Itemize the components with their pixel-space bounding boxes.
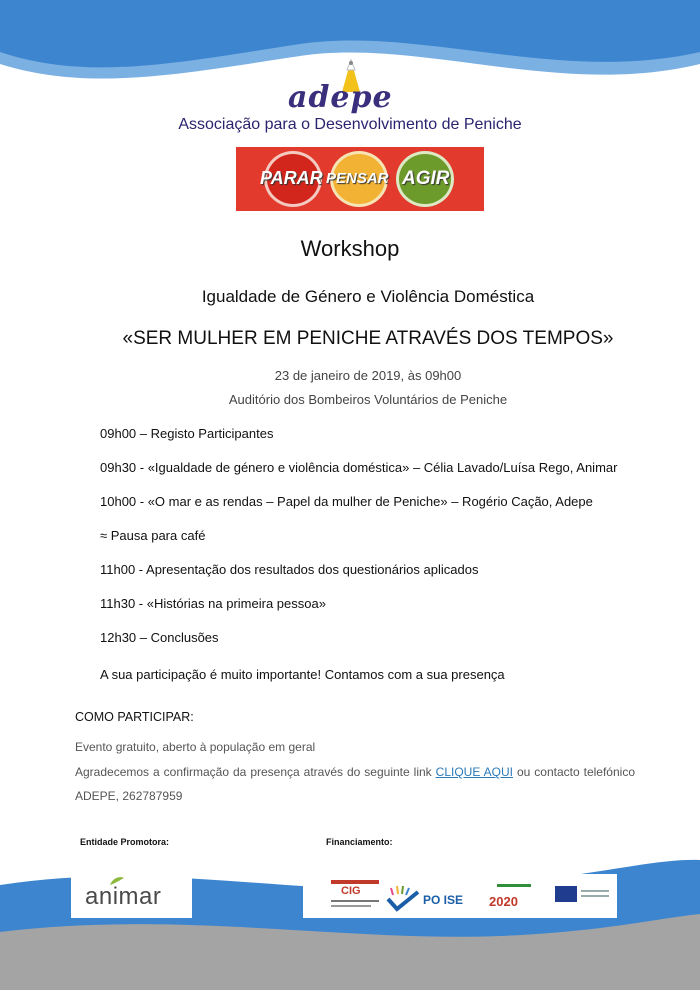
program-list	[100, 426, 660, 664]
closing-message: A sua participação é muito importante! Contamos com a sua presença	[100, 667, 505, 682]
poise-wordmark: PO ISE	[423, 893, 464, 907]
eu-caption-line	[581, 890, 609, 892]
event-type-heading: Workshop	[300, 236, 400, 261]
register-link[interactable]: CLIQUE AQUI	[435, 765, 513, 779]
confirmation-text	[75, 765, 635, 779]
event-date: 23 de janeiro de 2019, às 09h00	[274, 368, 462, 383]
campaign-word-parar: PARAR	[260, 168, 323, 188]
program-item: 11h30 - «Histórias na primeira pessoa»	[100, 596, 326, 611]
event-theme: Igualdade de Género e Violência Doméstica	[201, 287, 535, 306]
eu-fund-logo	[555, 886, 611, 906]
portugal-2020-stripe	[497, 884, 531, 887]
cig-subtext-line	[331, 900, 379, 902]
program-item: 09h30 - «Igualdade de género e violência doméstica» – Célia Lavado/Luísa Rego, Animar	[100, 460, 618, 475]
cig-wordmark: CIG	[341, 885, 361, 897]
cig-bar	[331, 880, 379, 884]
program-item: 11h00 - Apresentação dos resultados dos questionários aplicados	[100, 562, 479, 577]
eu-flag-icon	[555, 886, 577, 902]
contact-phone: ADEPE, 262787959	[75, 789, 183, 803]
animar-wordmark: animar	[85, 883, 162, 910]
promoter-label: Entidade Promotora:	[80, 837, 170, 847]
animar-logo	[71, 870, 192, 918]
poise-logo	[385, 878, 469, 916]
funders-logos	[303, 874, 617, 918]
portugal-2020-logo	[481, 880, 545, 912]
funding-label: Financiamento:	[326, 837, 393, 847]
association-name: Associação para o Desenvolvimento de Peniche	[178, 116, 522, 133]
confirmation-text-before: Agradecemos a confirmação da presença através do seguinte link	[75, 765, 432, 779]
eu-caption-line	[581, 895, 609, 897]
portugal-2020-wordmark: 2020	[489, 894, 518, 909]
checkmark-icon	[385, 886, 421, 912]
campaign-banner	[236, 147, 484, 211]
event-venue: Auditório dos Bombeiros Voluntários de Peniche	[228, 392, 508, 407]
confirmation-text-after: ou contacto telefónico	[516, 765, 635, 779]
program-item: 12h30 – Conclusões	[100, 630, 219, 645]
adepe-logo	[282, 58, 412, 116]
how-to-participate-heading: COMO PARTICIPAR:	[75, 710, 194, 724]
program-item: 09h00 – Registo Participantes	[100, 426, 274, 441]
participation-info: Evento gratuito, aberto à população em geral	[75, 740, 316, 754]
program-item: 10h00 - «O mar e as rendas – Papel da mulher de Peniche» – Rogério Cação, Adepe	[100, 494, 593, 509]
logo-wordmark: adepe	[288, 80, 393, 115]
cig-subtext-line	[331, 905, 371, 907]
campaign-word-agir: AGIR	[402, 168, 450, 189]
campaign-word-pensar: PENSAR	[326, 170, 389, 187]
program-item-break: ≈ Pausa para café	[100, 528, 206, 543]
event-title: «SER MULHER EM PENICHE ATRAVÉS DOS TEMPOS»	[122, 328, 614, 349]
cig-logo	[331, 880, 379, 912]
